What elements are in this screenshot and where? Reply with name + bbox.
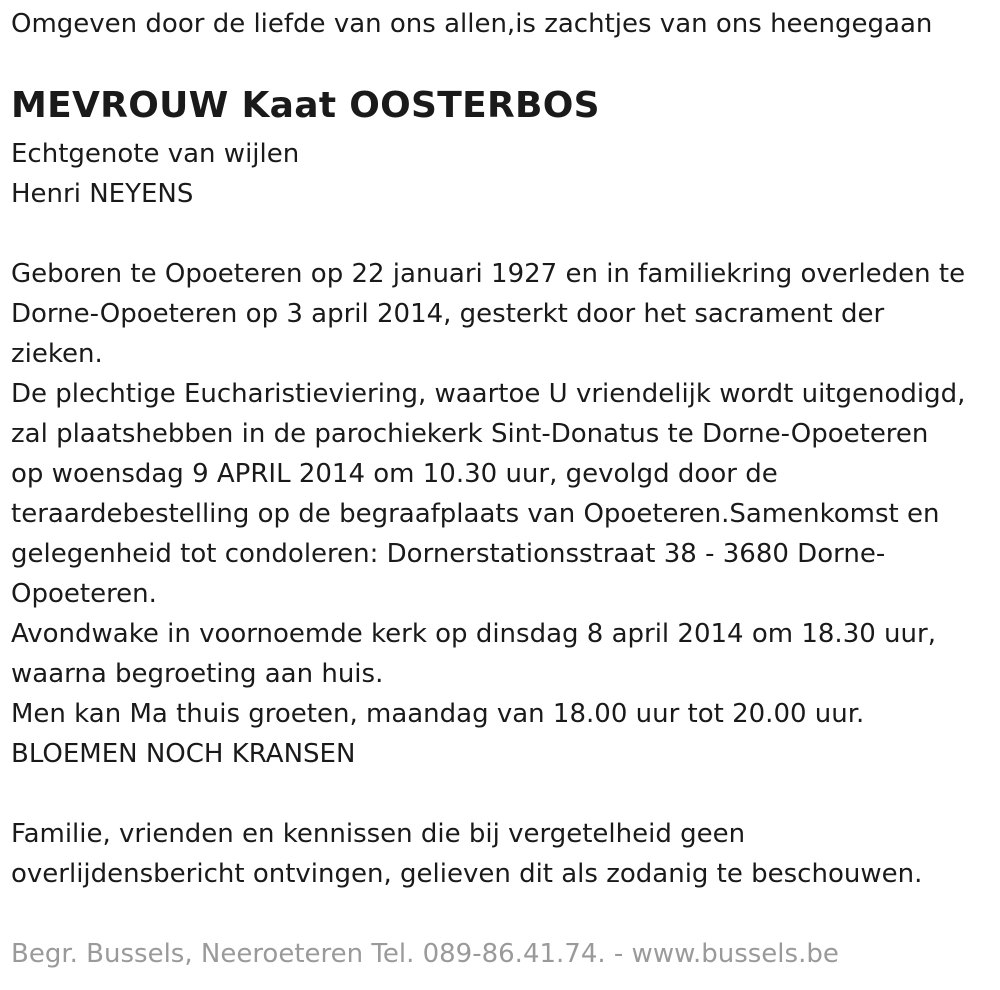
closing-line: Familie, vrienden en kennissen die bij vergetelheid geen	[11, 819, 746, 849]
body-line: Avondwake in voornoemde kerk op dinsdag 8 april 2014 om 18.30 uur,	[11, 619, 936, 649]
deceased-name: MEVROUW Kaat OOSTERBOS	[11, 85, 600, 126]
body-line: Men kan Ma thuis groeten, maandag van 18.00 uur tot 20.00 uur.	[11, 699, 865, 729]
body-line: gelegenheid tot condoleren: Dornerstationsstraat 38 - 3680 Dorne-	[11, 539, 886, 569]
closing-text	[11, 814, 922, 894]
body-line: De plechtige Eucharistieviering, waartoe U vriendelijk wordt uitgenodigd,	[11, 379, 966, 409]
funeral-home-footer: Begr. Bussels, Neeroeteren Tel. 089-86.41.74. - www.bussels.be	[11, 939, 839, 969]
body-line: teraardebestelling op de begraafplaats van Opoeteren.Samenkomst en	[11, 499, 940, 529]
body-line: BLOEMEN NOCH KRANSEN	[11, 739, 356, 769]
spouse-line: Echtgenote van wijlen	[11, 139, 300, 169]
body-line: waarna begroeting aan huis.	[11, 659, 384, 689]
body-line: zal plaatshebben in de parochiekerk Sint-Donatus te Dorne-Opoeteren	[11, 419, 929, 449]
spouse-line: Henri NEYENS	[11, 179, 194, 209]
spouse-block	[11, 134, 299, 214]
body-line: zieken.	[11, 339, 103, 369]
body-text	[11, 254, 965, 774]
body-line: op woensdag 9 APRIL 2014 om 10.30 uur, gevolgd door de	[11, 459, 778, 489]
closing-line: overlijdensbericht ontvingen, gelieven dit als zodanig te beschouwen.	[11, 859, 923, 889]
intro-text: Omgeven door de liefde van ons allen,is zachtjes van ons heengegaan	[11, 9, 933, 39]
body-line: Opoeteren.	[11, 579, 157, 609]
body-line: Dorne-Opoeteren op 3 april 2014, gesterkt door het sacrament der	[11, 299, 885, 329]
body-line: Geboren te Opoeteren op 22 januari 1927 en in familiekring overleden te	[11, 259, 966, 289]
